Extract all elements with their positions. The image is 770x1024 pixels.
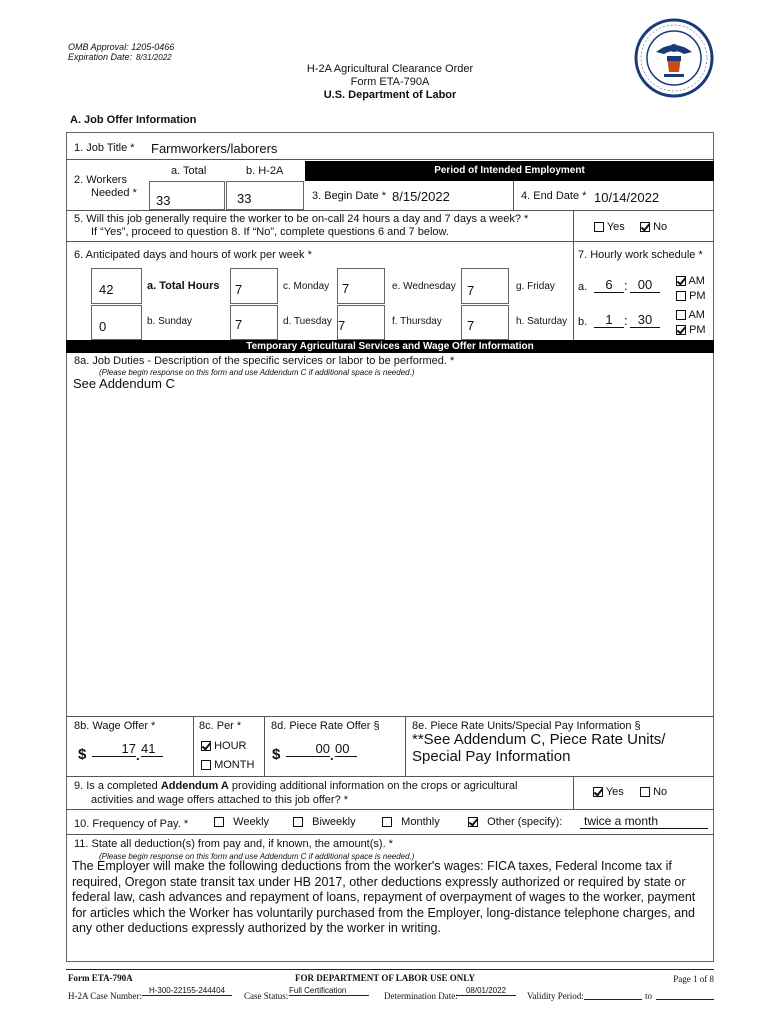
case-number-label: H-2A Case Number: — [68, 991, 142, 1001]
wage-dollars[interactable]: 17 — [92, 741, 136, 757]
validity-label: Validity Period: — [527, 991, 584, 1001]
pay-monthly-checkbox[interactable] — [382, 817, 392, 827]
addendum-a-yes[interactable]: Yes — [593, 786, 624, 798]
workers-needed-label-2: Needed * — [91, 187, 137, 199]
piece-rate-units-value-1[interactable]: **See Addendum C, Piece Rate Units/ — [412, 731, 666, 748]
pay-other-value[interactable]: twice a month — [580, 814, 708, 829]
per-hour-checkbox[interactable] — [201, 741, 211, 751]
friday-label: g. Friday — [516, 281, 555, 292]
tuesday-value: 7 — [338, 318, 346, 333]
days-hours-label: 6. Anticipated days and hours of work per week * — [74, 249, 312, 261]
form-number: Form ETA-790A — [350, 76, 430, 88]
case-status-label: Case Status: — [244, 991, 289, 1001]
pay-monthly[interactable]: Monthly — [382, 816, 440, 828]
workers-h2a-label: b. H-2A — [246, 165, 284, 177]
tuesday-label: d. Tuesday — [283, 316, 332, 327]
case-status-value: Full Certification — [289, 986, 369, 996]
schedule-b-pm-checkbox[interactable] — [676, 325, 686, 335]
workers-h2a-value: 33 — [237, 191, 252, 206]
sunday-label: b. Sunday — [147, 316, 193, 327]
deductions-hint: (Please begin response on this form and use Addendum C if additional space is needed.) — [99, 852, 415, 861]
oncall-no-checkbox[interactable] — [640, 222, 650, 232]
schedule-a-pm[interactable]: PM — [676, 290, 706, 302]
schedule-a-pm-checkbox[interactable] — [676, 291, 686, 301]
oncall-yes-checkbox[interactable] — [594, 222, 604, 232]
form-title: H-2A Agricultural Clearance Order — [306, 63, 474, 75]
addendum-a-yes-checkbox[interactable] — [593, 787, 603, 797]
wednesday-label: e. Wednesday — [392, 281, 456, 292]
thursday-label: f. Thursday — [392, 316, 442, 327]
schedule-a-hour[interactable]: 6 — [594, 277, 624, 293]
saturday-label: h. Saturday — [516, 316, 568, 327]
monday-value: 7 — [342, 281, 350, 296]
footer-dol-use: FOR DEPARTMENT OF LABOR USE ONLY — [295, 973, 475, 983]
oncall-instruction: If “Yes”, proceed to question 8. If “No”, complete questions 6 and 7 below. — [91, 226, 449, 238]
pay-frequency-label: 10. Frequency of Pay. * — [74, 818, 189, 830]
deductions-value[interactable]: The Employer will make the following deductions from the worker's wages: FICA taxes, Federal Income tax if required, Oregon state transit tax under HB 2017, other deductions expressly authorized or required by state or federal law, cash advances and repayment of loans, repayment of overpayment of wages to the worker, payment for articles which the Worker has voluntarily purchased from the Employer, long-distance telephone charges, and any other deductions expressly authorized by the worker in writing. — [72, 859, 696, 935]
wage-offer-label: 8b. Wage Offer * — [74, 720, 156, 732]
addendum-a-question: 9. Is a completed Addendum A providing additional information on the crops or agricultural — [74, 780, 518, 792]
oncall-question: 5. Will this job generally require the worker to be on-call 24 hours a day and 7 days a week? * — [74, 213, 529, 225]
day-a-value: 7 — [235, 282, 243, 297]
validity-to: to — [645, 991, 653, 1001]
pay-other[interactable]: Other (specify): — [468, 816, 562, 828]
piece-rate-dollar: $ — [272, 746, 281, 763]
deductions-label: 11. State all deduction(s) from pay and, if known, the amount(s). * — [74, 838, 393, 850]
addendum-a-no[interactable]: No — [640, 786, 667, 798]
pay-other-checkbox[interactable] — [468, 817, 478, 827]
per-month-checkbox[interactable] — [201, 760, 211, 770]
schedule-a-am-checkbox[interactable] — [676, 276, 686, 286]
oncall-yes[interactable]: Yes — [594, 221, 625, 233]
workers-total-label: a. Total — [171, 165, 207, 177]
piece-rate-cents[interactable]: 00 — [335, 741, 357, 757]
monday-label: c. Monday — [283, 281, 330, 292]
pay-weekly[interactable]: Weekly — [214, 816, 269, 828]
schedule-a-am[interactable]: AM — [676, 275, 705, 287]
job-duties-value[interactable]: See Addendum C — [73, 376, 175, 391]
end-date-value[interactable]: 10/14/2022 — [594, 190, 660, 205]
job-title-label: 1. Job Title * — [74, 142, 135, 154]
piece-rate-dollars[interactable]: 00 — [286, 741, 330, 757]
addendum-a-question-2: activities and wage offers attached to this job offer? * — [91, 794, 349, 806]
workers-total-value: 33 — [156, 193, 171, 208]
piece-rate-units-label: 8e. Piece Rate Units/Special Pay Information § — [412, 720, 641, 732]
expiration-date: 8/31/2022 — [136, 53, 172, 62]
schedule-b-label: b. — [578, 316, 588, 328]
pay-weekly-checkbox[interactable] — [214, 817, 224, 827]
wage-dollar: $ — [78, 746, 87, 763]
footer-form-name: Form ETA-790A — [68, 973, 133, 983]
thursday-value: 7 — [467, 318, 475, 333]
schedule-label: 7. Hourly work schedule * — [578, 249, 703, 261]
schedule-b-hour[interactable]: 1 — [594, 312, 624, 328]
schedule-b-min[interactable]: 30 — [630, 312, 660, 328]
begin-date-label: 3. Begin Date * — [312, 190, 386, 202]
schedule-a-label: a. — [578, 281, 588, 293]
case-number-value: H-300-22155-244404 — [142, 986, 232, 996]
job-duties-label: 8a. Job Duties - Description of the specific services or labor to be performed. * — [74, 355, 455, 367]
job-duties-hint: (Please begin response on this form and use Addendum C if additional space is needed.) — [99, 368, 415, 377]
validity-end — [656, 998, 714, 1000]
oncall-no[interactable]: No — [640, 221, 667, 233]
department-name: U.S. Department of Labor — [323, 89, 457, 101]
schedule-a-colon: : — [624, 278, 628, 293]
schedule-a-min[interactable]: 00 — [630, 277, 660, 293]
pay-biweekly-checkbox[interactable] — [293, 817, 303, 827]
per-hour[interactable]: HOUR — [201, 740, 246, 752]
per-label: 8c. Per * — [199, 720, 242, 732]
schedule-b-am-checkbox[interactable] — [676, 310, 686, 320]
workers-needed-label-1: 2. Workers — [74, 174, 127, 186]
pay-biweekly[interactable]: Biweekly — [293, 816, 356, 828]
per-month[interactable]: MONTH — [201, 759, 254, 771]
period-heading: Period of Intended Employment — [305, 161, 714, 181]
determination-value: 08/01/2022 — [456, 986, 516, 996]
schedule-b-am[interactable]: AM — [676, 309, 705, 321]
dol-seal-icon — [634, 18, 714, 98]
schedule-b-pm[interactable]: PM — [676, 324, 706, 336]
sunday-value: 7 — [235, 317, 243, 332]
total-hours-label: a. Total Hours — [147, 280, 220, 292]
determination-label: Determination Date: — [384, 991, 458, 1001]
section-a-heading: A. Job Offer Information — [70, 114, 197, 126]
expiration-label: Expiration Date: — [68, 52, 133, 62]
addendum-a-no-checkbox[interactable] — [640, 787, 650, 797]
omb-approval: OMB Approval: 1205-0466 — [68, 42, 175, 52]
piece-rate-units-value-2[interactable]: Special Pay Information — [412, 748, 571, 765]
job-title-value[interactable]: Farmworkers/laborers — [151, 141, 278, 156]
total-hours-value: 42 — [99, 282, 114, 297]
wage-cents[interactable]: 41 — [141, 741, 163, 757]
piece-rate-label: 8d. Piece Rate Offer § — [271, 720, 380, 732]
validity-start — [584, 998, 642, 1000]
schedule-b-colon: : — [624, 313, 628, 328]
footer-page: Page 1 of 8 — [673, 974, 714, 984]
begin-date-value[interactable]: 8/15/2022 — [392, 189, 450, 204]
wednesday-value: 7 — [467, 283, 475, 298]
sunday-total-value: 0 — [99, 319, 107, 334]
services-heading: Temporary Agricultural Services and Wage Offer Information — [66, 340, 714, 353]
end-date-label: 4. End Date * — [521, 190, 587, 202]
